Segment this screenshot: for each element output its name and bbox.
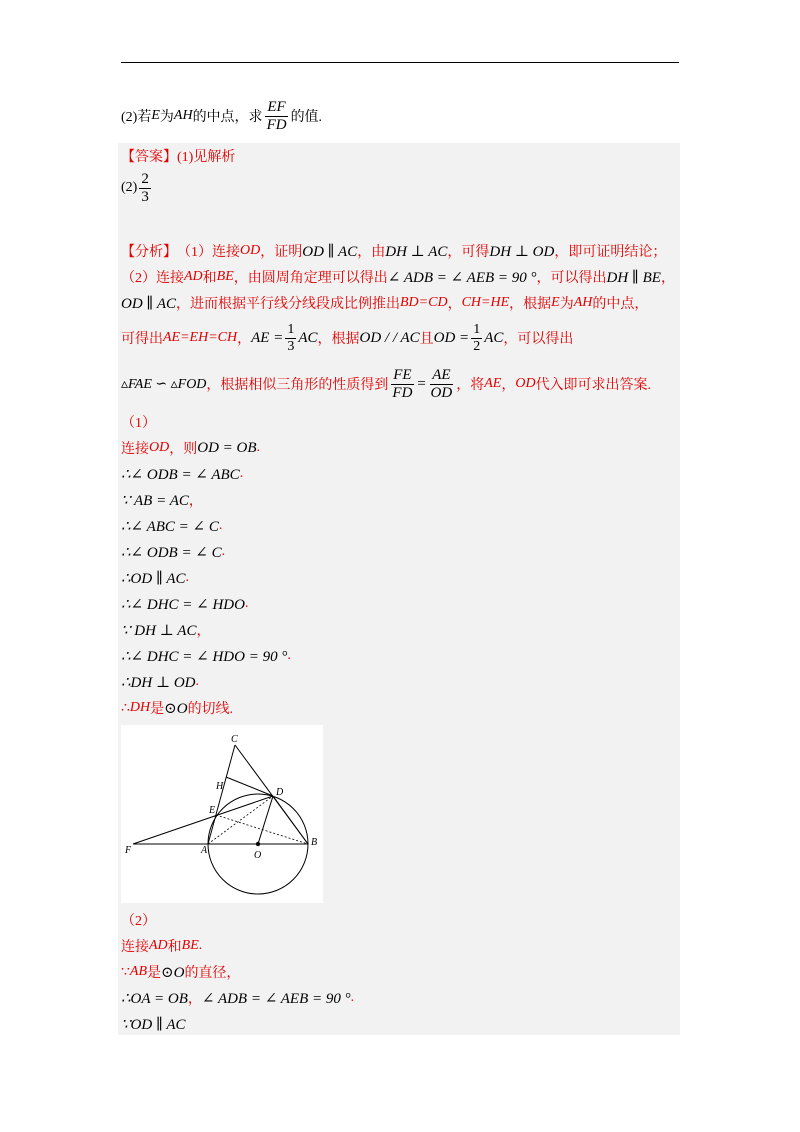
analysis-tag: 【分析】 [121,245,177,260]
step-math: ∴OA = OB [121,990,188,1007]
step-text: . [221,544,226,559]
frac-den: 3 [287,338,295,354]
step-var: DH [129,700,151,715]
line-fd [133,796,273,844]
geometry-figure [121,725,323,903]
step-math: ⊙O [164,700,188,717]
step-math: ∴∠ DHC = ∠ HDO = 90 ° [121,648,288,665]
analysis-text: 和 [202,271,217,286]
question-e: E [151,108,160,123]
answer-line [121,146,235,166]
step-text: . [198,938,203,953]
step-text: 是 [150,702,165,717]
analysis-text: （1）连接 [177,245,240,260]
analysis-line-2 [121,266,675,288]
analysis-var: BD=CD [400,295,448,310]
analysis-math: OD ∥ AC [302,243,358,260]
answer-frac-num: 2 [141,170,149,187]
frac-num: 1 [287,321,295,337]
step-text: 连接 [121,940,149,955]
label-c: C [231,734,238,745]
label-b: B [311,837,318,848]
step-var: BE [181,938,199,953]
answer-fraction [139,172,151,205]
analysis-text: ，可以得出 [503,332,574,347]
part2-step-4 [121,1013,186,1035]
analysis-text: ，进而根据平行线分线段成比例推出 [176,297,400,312]
step-text: ∴ [121,700,130,716]
part1-step-9 [121,645,291,667]
part1-step-11 [121,697,233,719]
analysis-math: ∠ ADB = ∠ AEB = 90 ° [387,269,537,286]
frac-den: FD [392,384,413,401]
analysis-math: DH ⊥ AC [385,243,448,260]
analysis-var: AH [573,295,593,310]
step-math: ⊙O [161,964,185,981]
analysis-var: E [551,295,560,310]
question-ah: AH [173,108,193,123]
analysis-text: ，将 [456,378,485,393]
analysis-math: AE = [251,329,284,346]
step-math: ∵OD ∥ AC [121,1016,186,1033]
line-ad [208,796,273,844]
part1-step-8 [121,619,210,641]
step-text: . [218,518,223,533]
header-rule [121,62,679,63]
label-e: E [209,805,216,816]
analysis-fraction [285,323,296,354]
analysis-var: BE [216,269,234,284]
step-text: . [239,466,244,481]
geometry-diagram [121,725,323,903]
step-text: 和 [167,940,182,955]
step-math: ∴DH ⊥ OD [121,674,196,691]
step-text: . [244,596,249,611]
label-o: O [254,850,262,861]
analysis-var: OD [240,243,261,258]
frac-num: FE [393,366,412,383]
answer-frac-den: 3 [141,188,149,205]
step-text: 的直径， [184,966,241,981]
part1-step-7 [121,593,248,615]
analysis-math: OD = [433,329,470,346]
analysis-text: ，可得 [447,245,490,260]
line-do [258,796,273,844]
analysis-line-3 [121,292,648,314]
label-a: A [201,845,208,856]
frac-num: AE [432,366,451,383]
analysis-text: ，根据 [509,297,552,312]
step-text: . [287,648,291,663]
label-h: H [216,781,224,792]
step-math: ∠ ADB = ∠ AEB = 90 ° [201,990,351,1007]
part2-step-1 [121,935,202,957]
step-text: . [195,674,199,689]
question-frac-num: EF [267,98,286,115]
analysis-text: ， [447,297,462,312]
answer-part1: (1)见解析 [177,150,236,165]
step-math: ∴∠ ABC = ∠ C [121,518,219,535]
analysis-math: OD / / AC [359,329,420,346]
analysis-var: OD [515,376,536,391]
analysis-math: = [416,375,427,392]
analysis-math: AC [298,329,318,346]
analysis-fraction [390,368,414,401]
step-math: ∴∠ ODB = ∠ C [121,544,222,561]
analysis-var: AD [184,269,203,284]
analysis-text: ，根据 [317,332,360,347]
step-var: OD [149,440,170,455]
answer-tag: 【答案】 [121,150,177,165]
step-text: 是 [147,966,162,981]
step-text: ， [196,624,211,639]
line-db [273,796,308,844]
step-math: ∵ DH ⊥ AC [121,622,197,639]
question-mid1: 为 [159,110,174,125]
analysis-math: DH ⊥ OD [489,243,555,260]
question-prefix: (2)若 [121,110,152,125]
part1-step-10 [121,671,199,693]
part1-step-2 [121,463,243,485]
label-d: D [276,787,284,798]
analysis-var: CH=HE [461,295,510,310]
analysis-text: ，由 [357,245,386,260]
step-text: ， [188,494,203,509]
step-var: AB [129,964,148,979]
analysis-math: AC [484,329,504,346]
step-text: . [256,440,261,455]
frac-den: OD [430,384,453,401]
part2-step-3 [121,987,354,1009]
step-text: . [350,990,355,1005]
step-math: OD = OB [197,439,257,456]
analysis-fraction [471,323,482,354]
analysis-text: 代入即可求出答案. [535,378,652,393]
analysis-line-4 [121,318,573,358]
analysis-text: ，即可证明结论； [554,245,667,260]
step-text: 的切线. [187,702,234,717]
analysis-line-1 [121,240,666,262]
analysis-math: DH ∥ BE [606,269,661,286]
part1-step-3 [121,489,203,511]
step-math: ∵ AB = AC [121,492,189,509]
step-text: ， [187,992,202,1007]
part1-label: （1） [121,416,156,431]
analysis-text: 为 [559,297,574,312]
answer-part2 [121,168,153,208]
analysis-text: ，由圆周角定理可以得出 [233,271,388,286]
step-text: . [185,570,190,585]
question-line [121,96,322,136]
analysis-text: 且 [419,332,434,347]
analysis-text: ， [501,378,516,393]
part1-step-4 [121,515,222,537]
step-math: ∴OD ∥ AC [121,570,186,587]
answer-part2-label: (2) [121,180,138,195]
analysis-text: ，可以得出 [536,271,607,286]
question-frac-den: FD [266,116,287,133]
part1-step-5 [121,541,225,563]
analysis-text: ， [237,332,252,347]
question-mid2: 的中点，求 [192,110,263,125]
analysis-var: AE=EH=CH [163,330,238,345]
analysis-text: ，证明 [260,245,303,260]
analysis-text: 可得出 [121,332,163,347]
frac-num: 1 [473,321,481,337]
part1-step-1 [121,437,260,459]
part2-label: （2） [121,914,156,929]
frac-den: 2 [473,338,481,354]
step-var: AD [149,938,168,953]
analysis-fraction [429,368,455,401]
analysis-math: OD ∥ AC [121,295,176,312]
line-eb [216,815,308,844]
analysis-line-5 [121,364,651,404]
analysis-math: ▵FAE ∽ ▵FOD [121,376,207,392]
label-f: F [125,845,132,856]
question-fraction [265,100,289,133]
analysis-text: ，根据相似三角形的性质得到 [206,378,389,393]
line-ac [208,745,235,844]
question-suffix: 的值. [290,110,323,125]
analysis-text: 的中点， [592,297,649,312]
step-text: ，则 [169,442,198,457]
analysis-text: （2）连接 [121,271,184,286]
step-math: ∴∠ DHC = ∠ HDO [121,596,245,613]
step-text: 连接 [121,442,149,457]
step-math: ∴∠ ODB = ∠ ABC [121,466,240,483]
analysis-text: ， [660,271,675,286]
center-point [256,842,260,846]
step-text: ∵ [121,964,130,980]
part1-step-6 [121,567,189,589]
part2-step-2 [121,961,240,983]
analysis-var: AE [484,376,502,391]
